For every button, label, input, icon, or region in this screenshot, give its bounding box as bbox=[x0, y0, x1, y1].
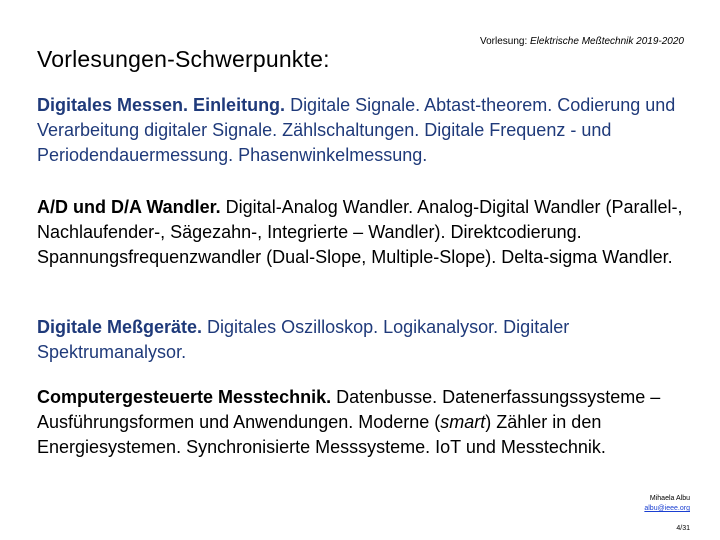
course-header-note bbox=[480, 36, 684, 47]
topic-heading: Digitale Meßgeräte. bbox=[37, 317, 203, 337]
topic-digital-instruments bbox=[37, 315, 687, 365]
topic-body: Digital-Analog Wandler. Analog-Digital Wandler (Parallel-, Nachlaufender-, Sägezahn-, Integrierte – Wandler). Direktcodierung. Spannungsfrequenzwandler (Dual-Slope, Multiple-Slope). Delta-sigma Wandler. bbox=[37, 197, 683, 267]
topic-heading: Computergesteuerte Messtechnik. bbox=[37, 387, 332, 407]
author-name: Mihaela Albu bbox=[649, 495, 690, 502]
topic-body-emphasis: smart bbox=[440, 412, 486, 432]
slide-title: Vorlesungen-Schwerpunkte: bbox=[37, 46, 330, 72]
course-header-prefix: Vorlesung: bbox=[479, 36, 531, 47]
topic-heading: Digitales Messen. Einleitung. bbox=[37, 95, 286, 115]
author-email-link[interactable]: albu@ieee.org bbox=[644, 505, 690, 512]
topic-computer-measurement bbox=[37, 385, 687, 460]
topic-body-part-1: Datenbusse. Datenerfassungssysteme – Ausführungsformen und Anwendungen. Moderne ( bbox=[37, 387, 661, 432]
topic-body: Digitales Oszilloskop. Logikanalysor. Digitaler Spektrumanalysor. bbox=[37, 317, 570, 362]
course-header-title: Elektrische Meßtechnik 2019-2020 bbox=[530, 36, 684, 47]
slide-footer bbox=[644, 494, 690, 534]
topic-converters bbox=[37, 195, 687, 270]
topic-body: Digitale Signale. Abtast-theorem. Codierung und Verarbeitung digitaler Signale. Zählschaltungen. Digitale Frequenz - und Periodendauermessung. Phasenwinkelmessung. bbox=[37, 95, 676, 165]
topic-body-part-2: ) Zähler in den Energiesystemen. Synchronisierte Messsysteme. IoT und Messtechnik. bbox=[37, 412, 606, 457]
topic-heading: A/D und D/A Wandler. bbox=[37, 197, 221, 217]
page-number: 4/31 bbox=[676, 525, 690, 532]
topic-digital-measurement bbox=[37, 93, 687, 168]
